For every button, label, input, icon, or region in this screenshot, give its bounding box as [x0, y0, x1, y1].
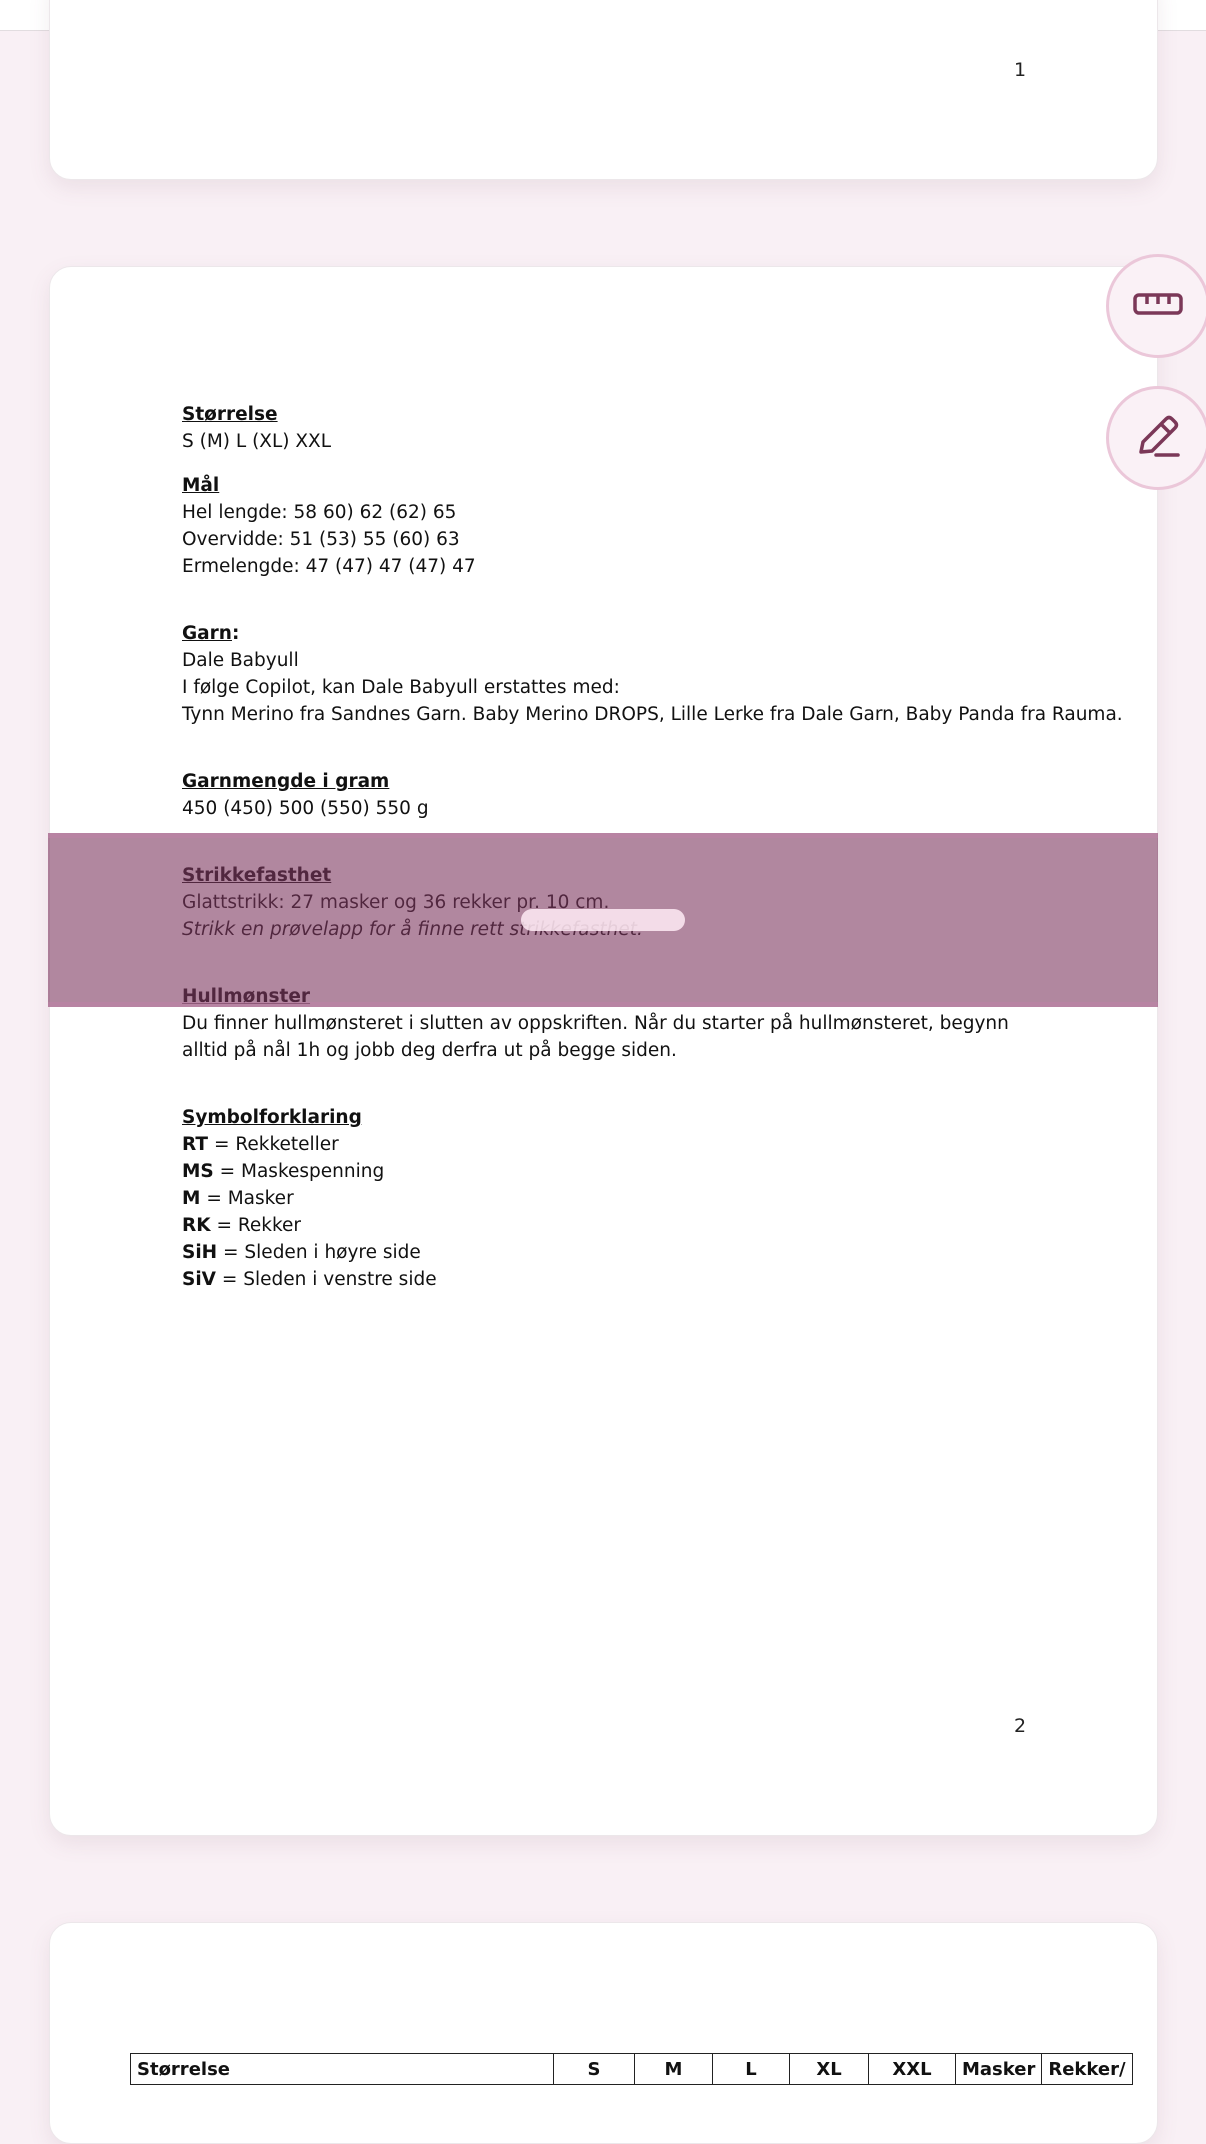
- table-header-cell: L: [713, 2054, 790, 2085]
- symbol-abbr: SiV: [182, 1269, 216, 1290]
- symbol-desc: = Masker: [206, 1188, 294, 1209]
- yarn-line: Tynn Merino fra Sandnes Garn. Baby Merino DROPS, Lille Lerke fra Dale Garn, Baby Panda fra Rauma.: [182, 704, 1123, 725]
- symbol-abbr: SiH: [182, 1242, 218, 1263]
- symbol-abbr: MS: [182, 1161, 214, 1182]
- symbol-item: [182, 1158, 1082, 1185]
- yarn-amount-section: [182, 768, 1082, 822]
- symbol-item: [182, 1131, 1082, 1158]
- symbol-abbr: RT: [182, 1134, 209, 1155]
- table-header-cell: Rekker/: [1042, 2054, 1132, 2085]
- edit-button[interactable]: [1106, 386, 1206, 490]
- size-heading: Størrelse: [182, 404, 278, 425]
- yarn-heading: Garn: [182, 623, 232, 644]
- yarn-heading-row: [182, 620, 1082, 647]
- symbol-item: [182, 1212, 1082, 1239]
- ruler-icon: [1132, 289, 1184, 324]
- symbol-abbr: RK: [182, 1215, 211, 1236]
- symbol-abbr: M: [182, 1188, 201, 1209]
- yarn-amount-value: 450 (450) 500 (550) 550 g: [182, 798, 429, 819]
- lace-text: Du finner hullmønsteret i slutten av oppskriften. Når du starter på hullmønsteret, begynn alltid på nål 1h og jobb deg derfra ut på begge siden.: [182, 1013, 1009, 1061]
- ruler-button[interactable]: [1106, 254, 1206, 358]
- symbols-section: [182, 1104, 1082, 1293]
- table-header-cell: Størrelse: [131, 2054, 554, 2085]
- document-page-3: [49, 1922, 1158, 2144]
- page-number: 1: [1014, 59, 1027, 81]
- symbol-item: [182, 1239, 1082, 1266]
- yarn-section: [182, 620, 1123, 728]
- symbol-item: [182, 1266, 1082, 1293]
- yarn-amount-heading: Garnmengde i gram: [182, 771, 390, 792]
- page-number: 2: [1014, 1715, 1027, 1737]
- measurements-heading: Mål: [182, 475, 220, 496]
- measurement-line: Ermelengde: 47 (47) 47 (47) 47: [182, 556, 476, 577]
- document-page-1: [49, 0, 1158, 180]
- yarn-heading-colon: :: [231, 623, 240, 644]
- table-header-row: [131, 2054, 1133, 2085]
- table-header-cell: XXL: [869, 2054, 956, 2085]
- overlay-drag-handle[interactable]: [521, 909, 685, 931]
- document-page-2: [49, 266, 1158, 1836]
- symbol-item: [182, 1185, 1082, 1212]
- pen-icon: [1132, 410, 1184, 467]
- measurement-line: Hel lengde: 58 60) 62 (62) 65: [182, 502, 457, 523]
- symbol-desc: = Sleden i høyre side: [223, 1242, 421, 1263]
- symbol-desc: = Maskespenning: [219, 1161, 385, 1182]
- table-header-cell: S: [554, 2054, 635, 2085]
- symbol-desc: = Rekker: [216, 1215, 302, 1236]
- measurements-section: [182, 472, 1082, 580]
- table-header-cell: Masker: [956, 2054, 1042, 2085]
- table-header-cell: XL: [790, 2054, 869, 2085]
- table-header-cell: M: [635, 2054, 713, 2085]
- symbols-heading: Symbolforklaring: [182, 1107, 362, 1128]
- size-value: S (M) L (XL) XXL: [182, 431, 332, 452]
- size-table: [130, 2053, 1133, 2085]
- measurement-line: Overvidde: 51 (53) 55 (60) 63: [182, 529, 460, 550]
- symbol-desc: = Rekketeller: [213, 1134, 339, 1155]
- symbol-desc: = Sleden i venstre side: [221, 1269, 437, 1290]
- yarn-line: I følge Copilot, kan Dale Babyull erstattes med:: [182, 677, 620, 698]
- size-section: [182, 401, 1082, 455]
- yarn-line: Dale Babyull: [182, 650, 299, 671]
